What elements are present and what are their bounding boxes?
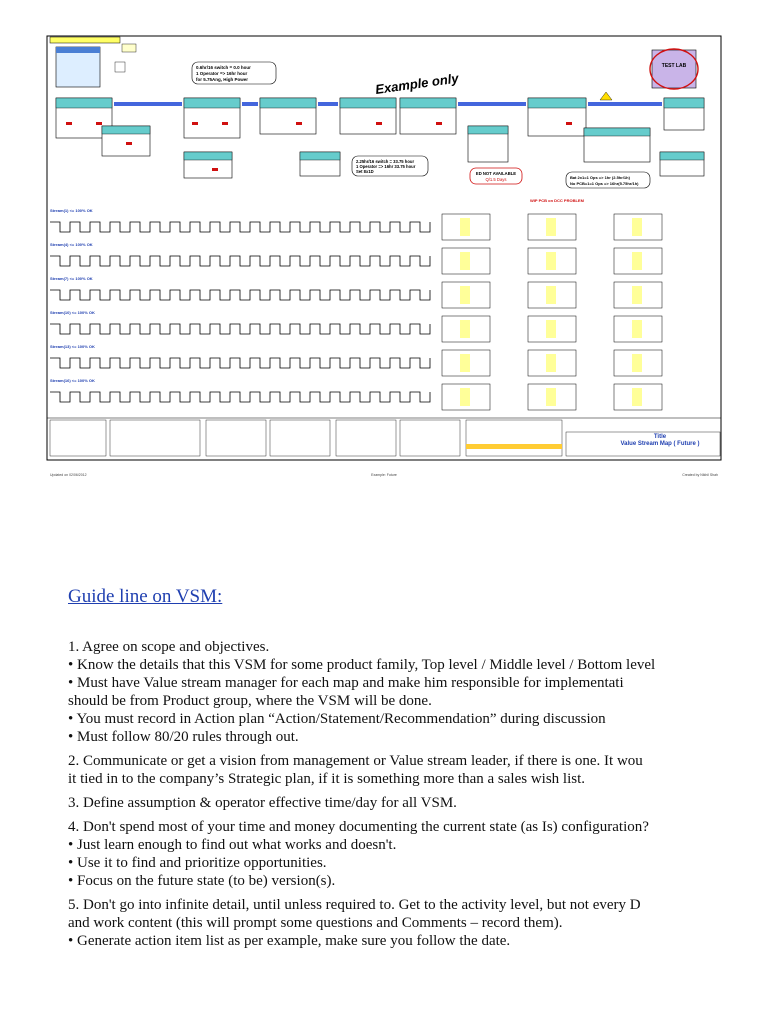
test-lab-box [652,50,696,88]
callout-mid-1: 2.25hr/16 switch = 33.75 hour [356,159,415,164]
callout-mid-3: Set 8x1D [356,169,374,174]
callout-right-2: No PCB=1=1 Ops => 16hr(5.75hr/1h) [570,181,639,186]
stream-header: Stream(4) <= 100% OK [50,242,93,247]
guideline-item: and work content (this will prompt some questions and Comments – record them). [68,915,563,931]
example-label: Example only [374,70,460,97]
stream-header: Stream(1) <= 100% OK [50,208,93,213]
callout-mid-2: 1 Operator => 16hr 33.75 hour [356,164,416,169]
stream-metric-highlight [546,218,556,236]
guideline-bullet: • Must follow 80/20 rules through out. [68,729,299,745]
guideline-bullet: • Generate action item list as per example, make sure you follow the date. [68,933,511,949]
legend-title: Title [653,434,667,440]
stream-metric-highlight [546,320,556,338]
stream-metric-highlight [632,354,642,372]
guideline-bullet: • Use it to find and prioritize opportunities. [68,855,327,871]
guideline-title: Guide line on VSM: [68,586,223,607]
stream-header: Stream(16) <= 100% OK [50,378,95,383]
stream-metric-highlight [546,286,556,304]
red-note: WIP PCB on DCC PROBLEM [530,198,584,203]
callout-top-3: for 5.75Ang, High Power [196,77,249,82]
note-icon [122,44,136,52]
stream-metric-highlight [632,320,642,338]
guideline-item: 4. Don't spend most of your time and money documenting the current state (as Is) configuration? [68,819,649,835]
ed-note-2: Q/1.5 Days [485,177,507,182]
stream-metric-highlight [460,252,470,270]
callout-top-1: 0.6hr/16 switch = 0.0 hour [196,65,251,70]
stream-metric-highlight [460,286,470,304]
stream-metric-highlight [460,388,470,406]
stream-header: Stream(10) <= 100% OK [50,310,95,315]
stream-metric-highlight [546,388,556,406]
guideline-item: 1. Agree on scope and objectives. [68,639,270,655]
stream-header: Stream(13) <= 100% OK [50,344,95,349]
callout-top-2: 1 Operator => 16hr hour [196,71,248,76]
guideline-list [68,638,768,950]
stream-metric-highlight [460,354,470,372]
guideline-item: 5. Don't go into infinite detail, until unless required to. Get to the activity level, but not every D [68,897,641,913]
ed-note-1: ED NOT AVAILABLE [475,171,517,176]
footer-mid: Example: Future [371,473,397,477]
stream-metric-highlight [632,286,642,304]
guideline-bullet: • Focus on the future state (to be) version(s). [68,873,336,889]
guideline-item: 3. Define assumption & operator effective time/day for all VSM. [68,795,457,811]
stream-metric-highlight [632,388,642,406]
stream-metric-highlight [632,252,642,270]
header-tab [50,37,120,43]
supplier-header [56,47,100,53]
stream-metric-highlight [460,320,470,338]
guideline-bullet: • Just learn enough to find out what works and doesn't. [68,837,397,853]
stream-metric-highlight [632,218,642,236]
footer-left: Updated on 02/06/2012 [50,473,87,477]
guideline-section [68,586,768,950]
guideline-item: should be from Product group, where the VSM will be done. [68,693,432,709]
stream-metric-highlight [546,354,556,372]
stream-header: Stream(7) <= 100% OK [50,276,93,281]
legend-subtitle: Value Stream Map ( Future ) [620,441,700,447]
guideline-bullet: • You must record in Action plan “Action/Statement/Recommendation” during discussion [68,711,606,727]
guideline-item: it tied in to the company’s Strategic plan, if it is something more than a sales wish list. [68,771,586,787]
guideline-bullet: • Must have Value stream manager for each map and make him responsible for implementati [68,675,624,691]
guideline-bullet: • Know the details that this VSM for some product family, Top level / Middle level / Bottom level [68,657,656,673]
callout-right-1: Bat 2x1=1 Ops => 1hr (2.5hr/1h) [570,175,630,180]
guideline-item: 2. Communicate or get a vision from management or Value stream leader, if there is one. It wou [68,753,643,769]
test-lab-label: TEST LAB [661,63,687,69]
vsm-diagram [0,0,768,480]
stream-metric-highlight [546,252,556,270]
footer-right: Created by Nikhil Shah [682,473,718,477]
stream-metric-highlight [460,218,470,236]
doc-icon [115,62,125,72]
